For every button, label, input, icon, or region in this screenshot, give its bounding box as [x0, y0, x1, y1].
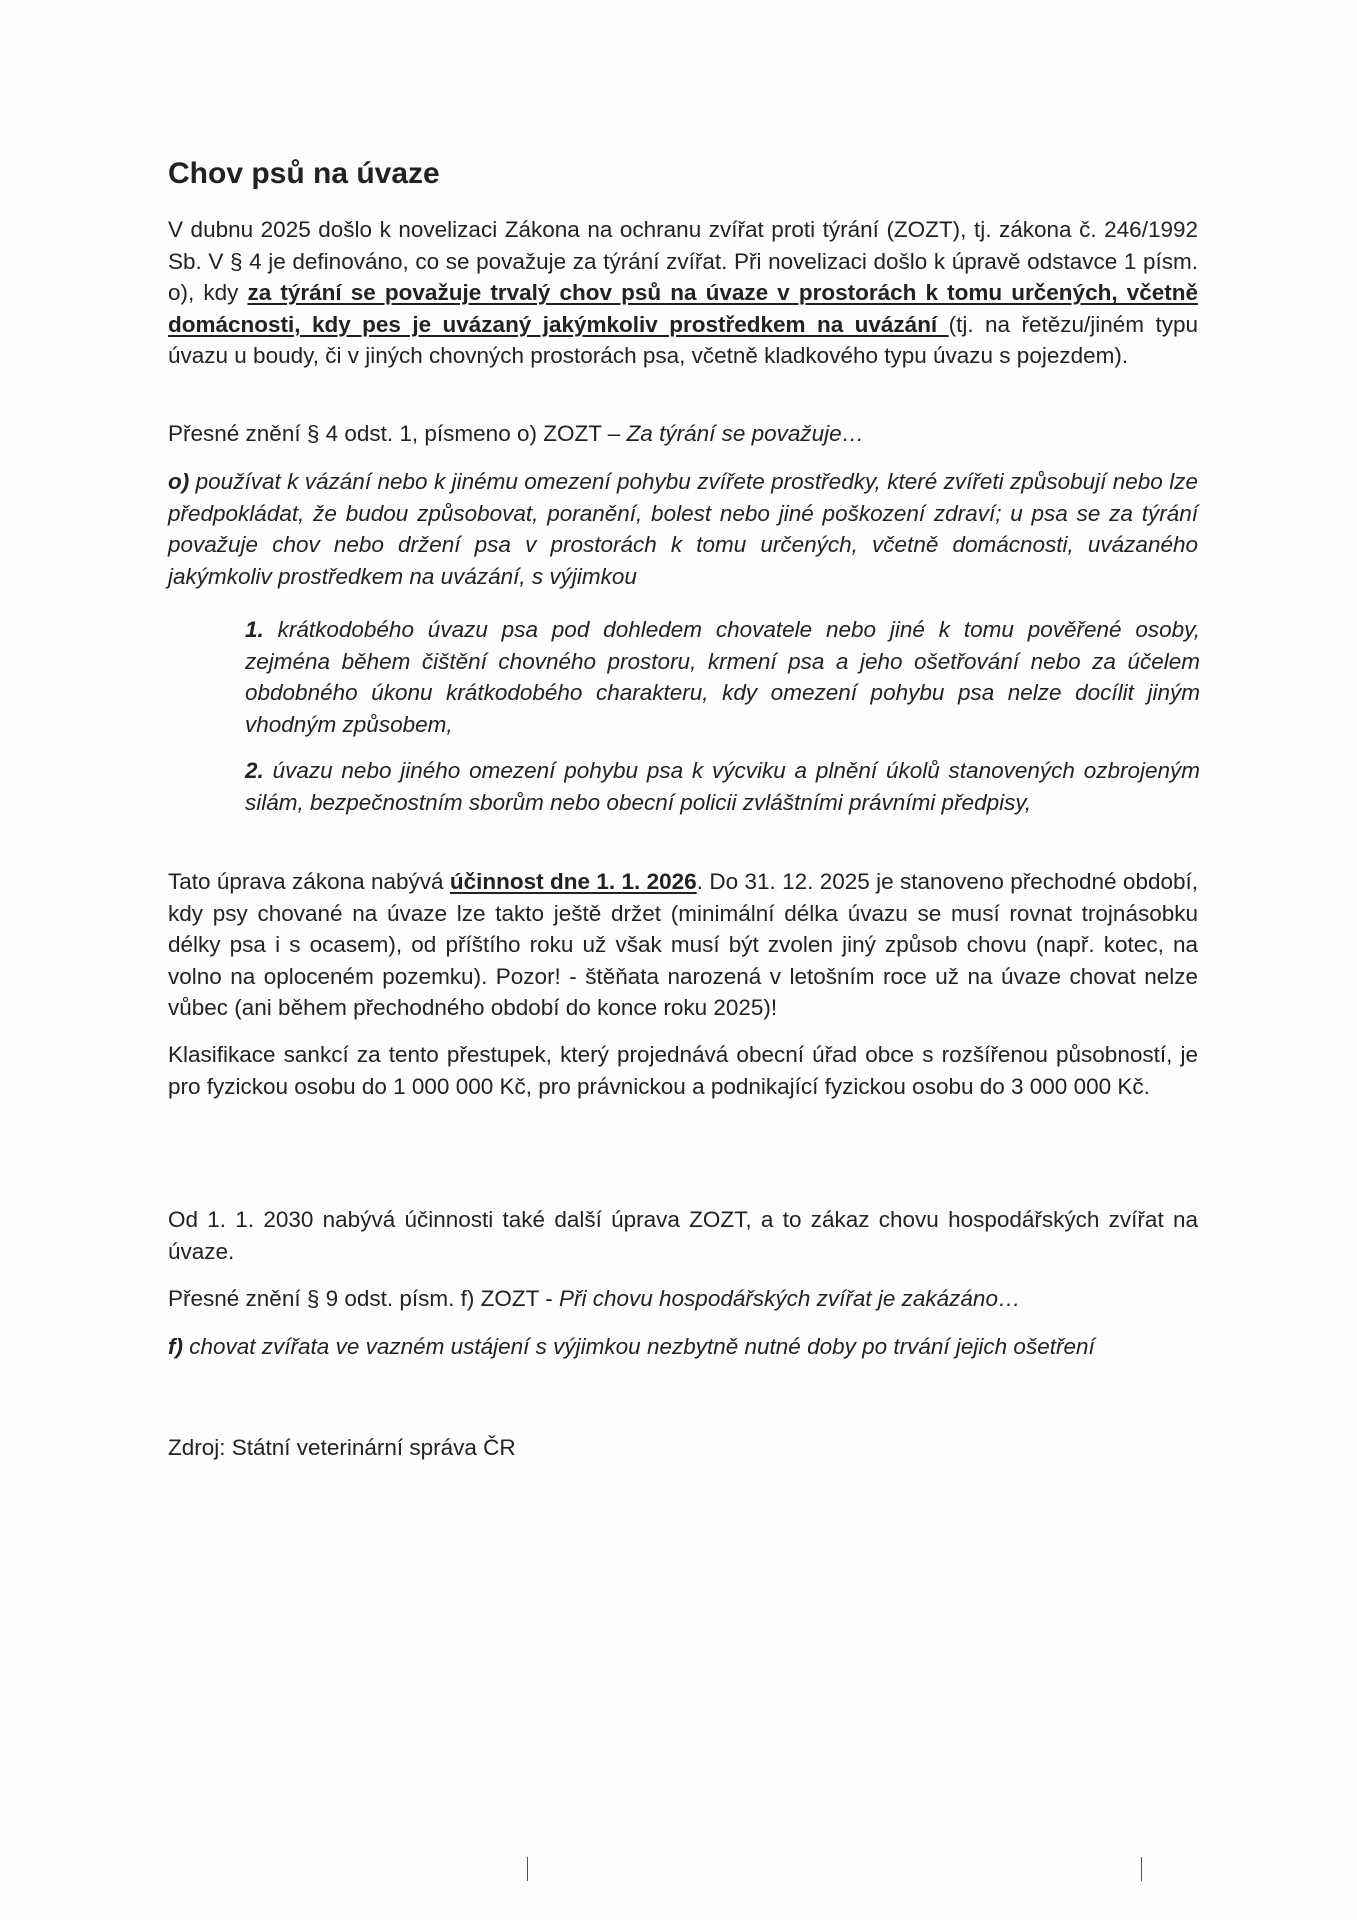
exception-1-text: krátkodobého úvazu psa pod dohledem chovatele nebo jiné k tomu pověřené osoby, zejména během čištění chovného prostoru, krmení psa a jeho ošetřování nebo za účelem obdobného úkonu krátkodobého charakteru, kdy omezení pohybu psa nelze docílit jiným vhodným způsobem, [245, 617, 1200, 737]
exception-item-2 [245, 755, 1200, 818]
clause-o-text: používat k vázání nebo k jinému omezení pohybu zvířete prostředky, které zvířeti způsobují nebo lze předpokládat, že budou způsobovat, poranění, bolest nebo jiné poškození zdraví; u psa se za týrání považuje chov nebo držení psa v prostorách k tomu určených, včetně domácnosti, uvázaného jakýmkoliv prostředkem na uvázání, s výjimkou [168, 469, 1198, 589]
intro-paragraph [168, 214, 1198, 372]
exact-wording-9-italic: Při chovu hospodářských zvířat je zakázáno… [558, 1286, 1021, 1311]
exact-wording-paragraph-4 [168, 418, 1198, 450]
exception-item-1 [245, 614, 1200, 740]
scan-mark-right [1141, 1857, 1142, 1881]
exception-2-label: 2. [245, 758, 264, 783]
exact-wording-9-text: Přesné znění § 9 odst. písm. f) ZOZT - [168, 1286, 559, 1311]
intro-emphasis: za týrání se považuje trvalý chov psů na úvaze v prostorách k tomu určených, včetně domácnosti, kdy pes je uvázaný jakýmkoliv prostředkem na uvázání [168, 280, 1198, 337]
exception-1-label: 1. [245, 617, 264, 642]
effective-text-part1: Tato úprava zákona nabývá [168, 869, 450, 894]
clause-f-paragraph [168, 1331, 1198, 1363]
intro-text-part1: V dubnu 2025 došlo k novelizaci Zákona na ochranu zvířat proti týrání (ZOZT), tj. zákona č. 246/1992 Sb. V § 4 je definováno, co se považuje za týrání zvířat. Při novelizaci došlo k úpravě odstavce 1 písm. o), kdy [168, 217, 1198, 305]
scan-mark-left [527, 1857, 528, 1881]
page-title: Chov psů na úvaze [168, 157, 440, 190]
exact-wording-paragraph-9 [168, 1283, 1198, 1315]
effective-text-part2: . Do 31. 12. 2025 je stanoveno přechodné období, kdy psy chované na úvaze lze takto ještě držet (minimální délka úvazu se musí rovnat trojnásobku délky psa i s ocasem), od příštího roku už však musí být zvolen jiný způsob chovu (např. kotec, na volno na oploceném pozemku). Pozor! - štěňata narozená v letošním roce už na úvaze chovat nelze vůbec (ani během přechodného období do konce roku 2025)! [168, 869, 1199, 1020]
exception-2-text: úvazu nebo jiného omezení pohybu psa k výcviku a plnění úkolů stanovených ozbrojeným silám, bezpečnostním sborům nebo obecní policii zvláštními právními předpisy, [245, 758, 1200, 815]
clause-f-label: f) [168, 1334, 183, 1359]
effective-emphasis: účinnost dne 1. 1. 2026 [449, 869, 697, 894]
clause-o-paragraph [168, 466, 1198, 592]
exact-wording-4-italic: Za týrání se považuje… [626, 421, 865, 446]
sanctions-paragraph: Klasifikace sankcí za tento přestupek, který projednává obecní úřad obce s rozšířenou působností, je pro fyzickou osobu do 1 000 000 Kč, pro právnickou a podnikající fyzickou osobu do 3 000 000 Kč. [168, 1042, 1198, 1099]
clause-f-text: chovat zvířata ve vazném ustájení s výjimkou nezbytně nutné doby po trvání jejich ošetření [183, 1334, 1095, 1359]
farm-animals-paragraph: Od 1. 1. 2030 nabývá účinnosti také další úprava ZOZT, a to zákaz chovu hospodářských zvířat na úvaze. [168, 1207, 1198, 1264]
effective-date-paragraph [168, 866, 1198, 1024]
intro-text-part2: (tj. na řetězu/jiném typu úvazu u boudy, či v jiných chovných prostorách psa, včetně kladkového typu úvazu s pojezdem). [168, 311, 1199, 368]
clause-o-label: o) [168, 469, 190, 494]
exact-wording-4-text: Přesné znění § 4 odst. 1, písmeno o) ZOZT – [168, 421, 627, 446]
source-line: Zdroj: Státní veterinární správa ČR [168, 1435, 516, 1460]
